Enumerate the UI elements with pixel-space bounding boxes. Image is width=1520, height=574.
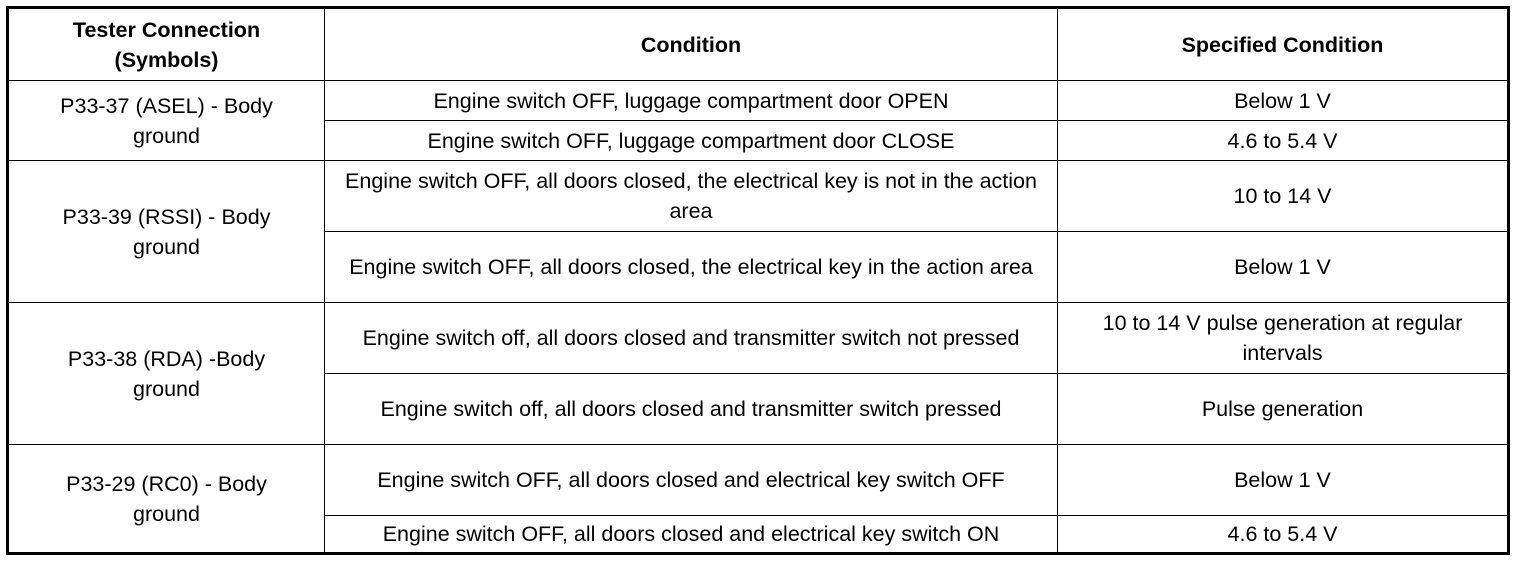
- table-row: [8, 445, 1509, 516]
- condition-cell: Engine switch OFF, all doors closed, the electrical key is not in the action area: [325, 161, 1058, 232]
- header-condition: Condition: [325, 8, 1058, 81]
- specified-condition-cell: Below 1 V: [1058, 445, 1509, 516]
- specified-condition-cell: 4.6 to 5.4 V: [1058, 121, 1509, 161]
- table-row: [8, 161, 1509, 232]
- header-specified-condition: Specified Condition: [1058, 8, 1509, 81]
- specified-condition-cell: Pulse generation: [1058, 374, 1509, 445]
- specified-condition-cell: Below 1 V: [1058, 232, 1509, 303]
- condition-cell: Engine switch off, all doors closed and transmitter switch pressed: [325, 374, 1058, 445]
- specified-condition-cell: 4.6 to 5.4 V: [1058, 516, 1509, 554]
- condition-cell: Engine switch OFF, all doors closed and electrical key switch OFF: [325, 445, 1058, 516]
- table-row: [8, 303, 1509, 374]
- condition-cell: Engine switch OFF, luggage compartment door CLOSE: [325, 121, 1058, 161]
- condition-cell: Engine switch off, all doors closed and transmitter switch not pressed: [325, 303, 1058, 374]
- specified-condition-cell: 10 to 14 V: [1058, 161, 1509, 232]
- condition-cell: Engine switch OFF, all doors closed, the electrical key in the action area: [325, 232, 1058, 303]
- tester-connection-cell: P33-37 (ASEL) - Body ground: [8, 81, 325, 161]
- specified-condition-cell: Below 1 V: [1058, 81, 1509, 121]
- tester-connection-cell: P33-39 (RSSI) - Body ground: [8, 161, 325, 303]
- specified-condition-cell: 10 to 14 V pulse generation at regular intervals: [1058, 303, 1509, 374]
- condition-cell: Engine switch OFF, luggage compartment door OPEN: [325, 81, 1058, 121]
- header-row: [8, 8, 1509, 81]
- tester-connection-cell: P33-29 (RC0) - Body ground: [8, 445, 325, 554]
- header-tester-connection: Tester Connection (Symbols): [8, 8, 325, 81]
- tester-connection-cell: P33-38 (RDA) -Body ground: [8, 303, 325, 445]
- table-row: [8, 81, 1509, 121]
- condition-cell: Engine switch OFF, all doors closed and electrical key switch ON: [325, 516, 1058, 554]
- tester-connection-table: [6, 6, 1510, 555]
